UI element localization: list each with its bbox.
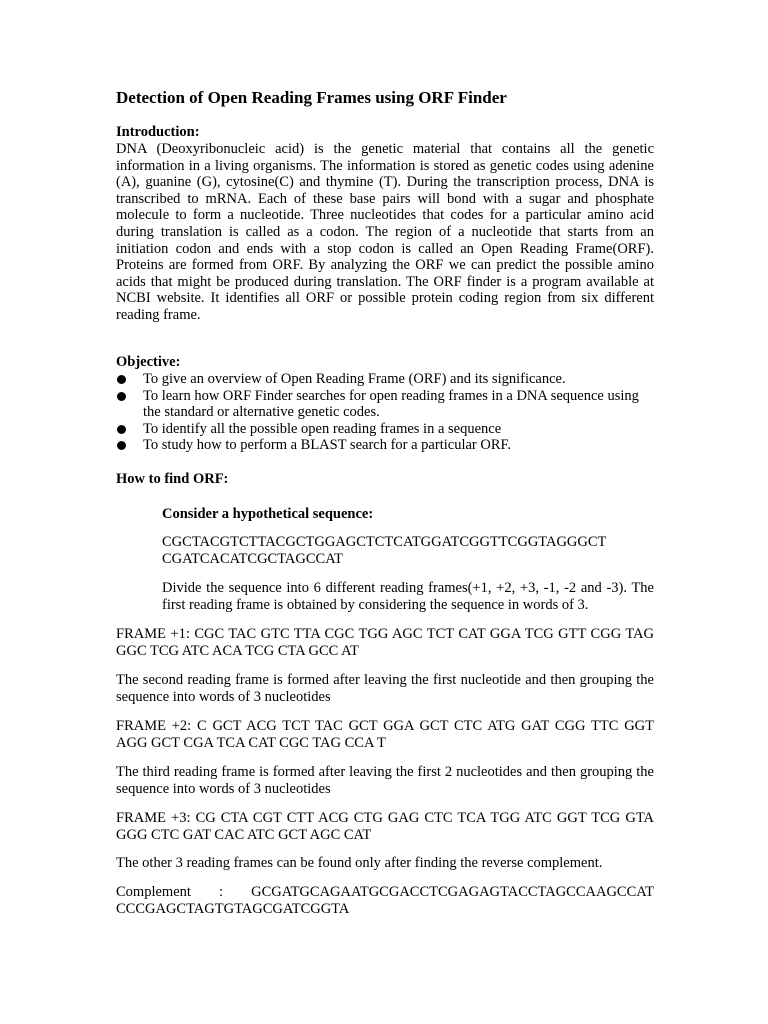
objective-item-text: To give an overview of Open Reading Frame (ORF) and its significance.: [143, 371, 566, 387]
bullet-icon: [117, 441, 126, 450]
objective-item: [116, 371, 654, 388]
objective-item: [116, 437, 654, 454]
objective-item: [116, 388, 654, 421]
other-frames-paragraph: The other 3 reading frames can be found only after finding the reverse complement.: [116, 855, 603, 871]
objective-item: [116, 421, 654, 438]
objective-item-text: To study how to perform a BLAST search for a particular ORF.: [143, 437, 512, 454]
objective-heading: Objective:: [116, 354, 181, 370]
sequence-line-1: CGCTACGTCTTACGCTGGAGCTCTCATGGATCGGTTCGGTAGGGCT: [162, 534, 607, 550]
frame-plus-1: FRAME +1: CGC TAC GTC TTA CGC TGG AGC TCT CAT GGA TCG GTT CGG TAG GGC TCG ATC ACA TCG CTA GCC AT: [116, 626, 654, 659]
third-frame-paragraph: The third reading frame is formed after leaving the first 2 nucleotides and then grouping the sequence into words of 3 nucleotides: [116, 764, 654, 797]
introduction-paragraph: DNA (Deoxyribonucleic acid) is the genetic material that contains all the genetic information in a living organisms. The information is stored as genetic codes using adenine (A), guanine (G), cytosine(C) and thymine (T). During the transcription process, DNA is transcribed to mRNA. Each of these base pairs will bond with a sugar and phosphate molecule to form a nucleotide. Three nucleotides that codes for a particular amino acid during translation is called as a codon. The region of a nucleotide that starts from an initiation codon and ends with a stop codon is called an Open Reading Frame(ORF). Proteins are formed from ORF. By analyzing the ORF we can predict the possible amino acids that might be produced during translation. The ORF finder is a program available at NCBI website. It identifies all ORF or possible protein coding region from six different reading frame.: [116, 141, 654, 323]
second-frame-paragraph: The second reading frame is formed after leaving the first nucleotide and then grouping the sequence into words of 3 nucleotides: [116, 672, 654, 705]
divide-paragraph: Divide the sequence into 6 different reading frames(+1, +2, +3, -1, -2 and -3). The first reading frame is obtained by considering the sequence in words of 3.: [162, 580, 654, 613]
document-title: Detection of Open Reading Frames using ORF Finder: [116, 88, 507, 107]
objective-item-text: To identify all the possible open reading frames in a sequence: [143, 420, 502, 437]
bullet-icon: [117, 375, 126, 384]
introduction-heading: Introduction:: [116, 124, 200, 140]
bullet-icon: [117, 425, 126, 434]
frame-plus-3: FRAME +3: CG CTA CGT CTT ACG CTG GAG CTC TCA TGG ATC GGT TCG GTA GGG CTC GAT CAC ATC GCT AGC CAT: [116, 810, 654, 843]
consider-heading: Consider a hypothetical sequence:: [162, 506, 374, 522]
objective-list: [116, 371, 654, 454]
bullet-icon: [117, 392, 126, 401]
frame-plus-2: FRAME +2: C GCT ACG TCT TAC GCT GGA GCT CTC ATG GAT CGG TTC GGT AGG GCT CGA TCA CAT CGC TAG CCA T: [116, 718, 654, 751]
objective-item-text: To learn how ORF Finder searches for open reading frames in a DNA sequence using the standard or alternative genetic codes.: [143, 387, 639, 421]
complement-sequence: Complement : GCGATGCAGAATGCGACCTCGAGAGTACCTAGCCAAGCCAT CCCGAGCTAGTGTAGCGATCGGTA: [116, 884, 654, 917]
sequence-line-2: CGATCACATCGCTAGCCAT: [162, 551, 343, 567]
how-to-heading: How to find ORF:: [116, 471, 229, 487]
